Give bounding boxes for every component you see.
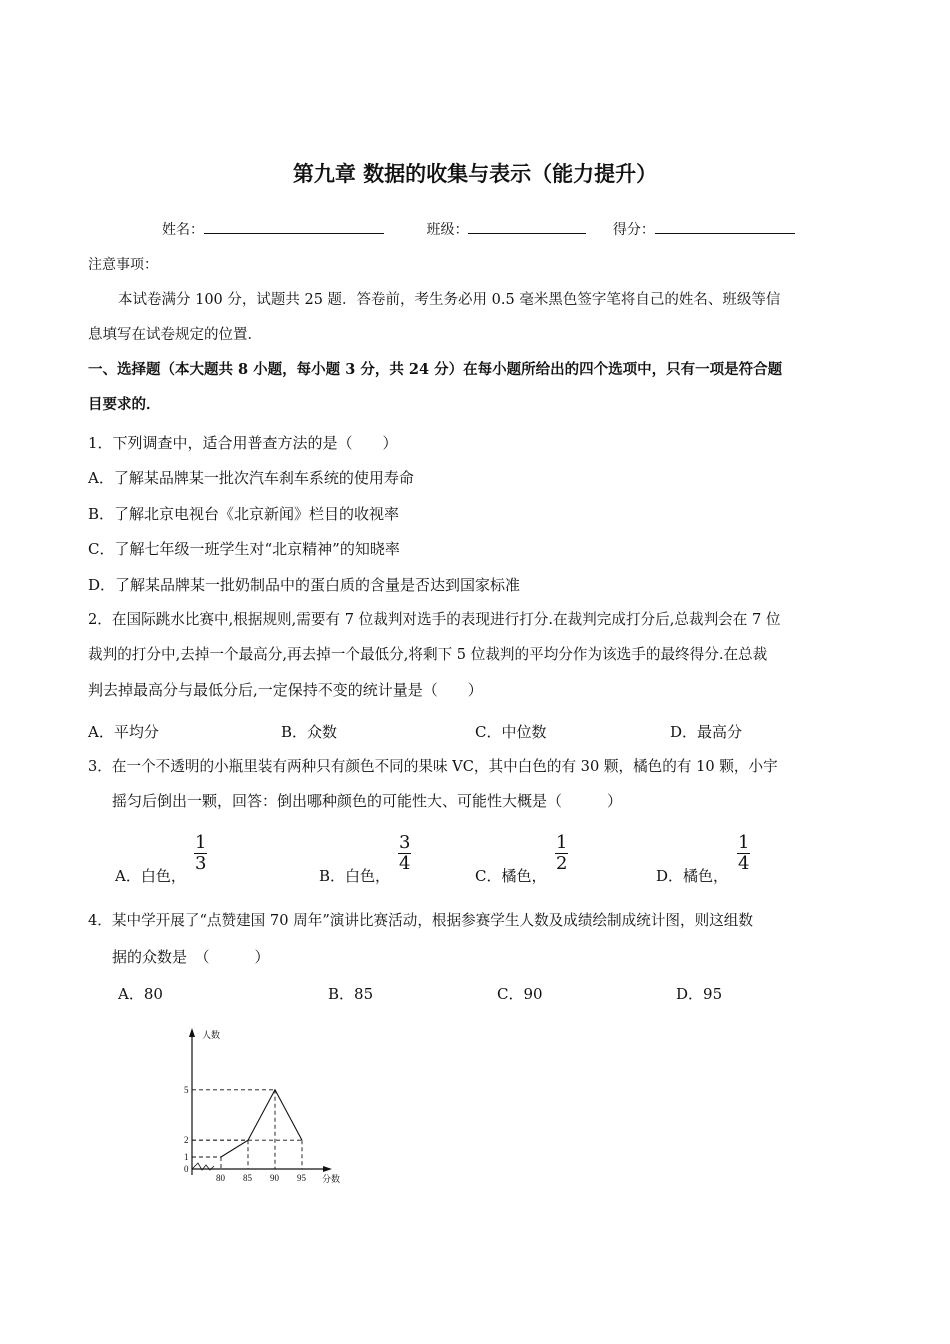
question-4-stem: 4．某中学开展了“点赞建国 70 周年”演讲比赛活动，根据参赛学生人数及成绩绘制成统计图，则这组数 — [88, 912, 753, 929]
y-tick-label: 1 — [184, 1152, 189, 1162]
question-1-stem: 1．下列调查中，适合用普查方法的是（ ） — [88, 434, 398, 452]
q2-option-d: D．最高分 — [670, 723, 743, 741]
student-info-row — [162, 219, 795, 240]
class-label: 班级： — [426, 222, 469, 238]
q4-option-b: B．85 — [328, 985, 374, 1003]
notice-text: 本试卷满分 100 分，试题共 25 题．答卷前，考生务必用 0.5 毫米黑色签字笔将自己的姓名、班级等信 — [118, 292, 781, 308]
y-axis-label: 人数 — [202, 1030, 221, 1040]
question-3-stem: 摇匀后倒出一颗，回答：倒出哪种颜色的可能性大、可能性大概是（ ） — [112, 792, 623, 810]
q2-option-b: B．众数 — [281, 723, 338, 741]
q3-option-a-fraction — [194, 833, 207, 874]
q1-option-a: A．了解某品牌某一批次汽车刹车系统的使用寿命 — [88, 469, 414, 487]
x-tick-label: 85 — [243, 1173, 252, 1183]
numerator: 1 — [556, 832, 568, 853]
q3-option-a: A．白色， — [115, 867, 186, 885]
question-3-stem: 3．在一个不透明的小瓶里装有两种只有颜色不同的果味 VC，其中白色的有 30 颗，橘色的有 10 颗，小宇 — [88, 758, 778, 775]
notice-text: 息填写在试卷规定的位置． — [88, 327, 262, 343]
y-tick-label: 2 — [184, 1135, 189, 1146]
numerator: 3 — [399, 832, 411, 853]
score-label: 得分： — [612, 222, 655, 238]
q2-option-c: C．中位数 — [475, 723, 547, 741]
x-tick-label: 80 — [216, 1173, 225, 1183]
y-tick-label: 5 — [184, 1084, 189, 1095]
question-4-stem: 据的众数是 （ ） — [112, 948, 270, 966]
denominator: 4 — [399, 853, 411, 874]
numerator: 1 — [195, 832, 207, 853]
x-tick-label: 90 — [270, 1173, 279, 1183]
score-field[interactable] — [655, 219, 795, 234]
question-2-stem: 2．在国际跳水比赛中,根据规则,需要有 7 位裁判对选手的表现进行打分.在裁判完成打分后,总裁判会在 7 位 — [88, 611, 781, 628]
name-label: 姓名： — [162, 222, 204, 238]
series-line — [221, 1090, 302, 1157]
denominator: 3 — [195, 853, 207, 874]
q4-option-d: D．95 — [676, 985, 723, 1003]
name-field[interactable] — [204, 219, 384, 234]
y-axis-arrow — [189, 1028, 195, 1037]
notice-heading: 注意事项： — [88, 257, 158, 273]
denominator: 2 — [556, 853, 568, 874]
q1-option-b: B．了解北京电视台《北京新闻》栏目的收视率 — [88, 505, 400, 523]
numerator: 1 — [738, 832, 750, 853]
x-axis-arrow — [323, 1166, 332, 1172]
page-title: 第九章 数据的收集与表示（能力提升） — [292, 162, 658, 186]
x-tick-label: 95 — [297, 1173, 306, 1183]
q3-option-b: B．白色， — [319, 867, 391, 885]
section-heading: 目要求的． — [88, 396, 161, 413]
y-tick-label: 0 — [184, 1164, 189, 1174]
q3-option-c: C．橘色， — [475, 867, 547, 885]
q4-option-a: A．80 — [118, 985, 163, 1003]
q2-option-a: A．平均分 — [88, 723, 159, 741]
question-2-stem: 判去掉最高分与最低分后,一定保持不变的统计量是（ ） — [88, 681, 483, 699]
denominator: 4 — [738, 853, 750, 874]
q1-option-d: D．了解某品牌某一批奶制品中的蛋白质的含量是否达到国家标准 — [88, 576, 521, 594]
question-2-stem: 裁判的打分中,去掉一个最高分,再去掉一个最低分,将剩下 5 位裁判的平均分作为该选手的最终得分.在总裁 — [88, 646, 768, 663]
q3-option-d-fraction — [737, 833, 750, 874]
q3-option-d: D．橘色， — [656, 867, 729, 885]
q3-option-b-fraction — [398, 833, 411, 874]
class-field[interactable] — [468, 219, 586, 234]
q3-option-c-fraction — [555, 833, 568, 874]
q1-option-c: C．了解七年级一班学生对“北京精神”的知晓率 — [88, 540, 400, 558]
score-line-chart — [170, 1020, 350, 1190]
section-heading: 一、选择题（本大题共 8 小题，每小题 3 分，共 24 分）在每小题所给出的四个选项中，只有一项是符合题 — [88, 361, 783, 378]
x-axis-label: 分数 — [322, 1174, 341, 1184]
q4-option-c: C．90 — [497, 985, 543, 1003]
